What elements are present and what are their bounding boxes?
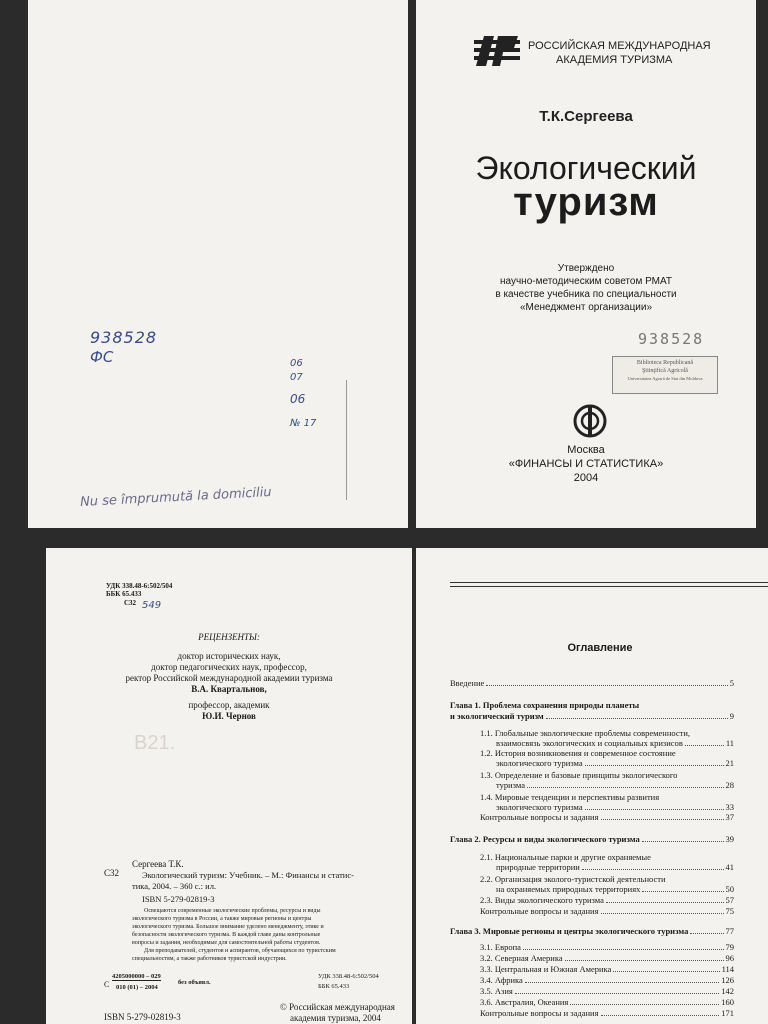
- toc-ch1-questions-label: Контрольные вопросы и задания: [480, 812, 599, 822]
- toc-2-1[interactable]: [496, 862, 734, 872]
- annotation-line1: Освещаются современные экологические проблемы, ресурсы и виды: [144, 908, 321, 914]
- academy-logo-icon: [474, 34, 520, 68]
- handwritten-code: 549: [142, 600, 162, 611]
- toc-chapter3-label: Глава 3. Мировые регионы и центры экологического туризма: [450, 926, 689, 936]
- toc-chapter2-label: Глава 2. Ресурсы и виды экологического туризма: [450, 834, 640, 844]
- margin-note-1: 06: [290, 358, 303, 369]
- toc-chapter1-page: 9: [729, 711, 734, 721]
- toc-1-1[interactable]: [496, 738, 734, 748]
- toc-2-3-page: 57: [725, 895, 734, 905]
- toc-chapter2[interactable]: [450, 834, 734, 844]
- catalog-line1: Экологический туризм: Учебник. – М.: Финансы и статис-: [142, 870, 354, 880]
- toc-3-4-label: 3.4. Африка: [480, 975, 523, 985]
- academy-name-line1: РОССИЙСКАЯ МЕЖДУНАРОДНАЯ: [528, 40, 711, 52]
- reviewers-heading: РЕЦЕНЗЕНТЫ:: [198, 632, 260, 642]
- copyright-line2: академия туризма, 2004: [290, 1013, 381, 1023]
- library-stamp-line2: Ştiinţifică Agricolă: [642, 368, 688, 374]
- catalog-isbn: ISBN 5-279-02819-3: [142, 894, 215, 904]
- library-stamp: [612, 356, 718, 394]
- toc-3-1[interactable]: [480, 942, 734, 952]
- toc-chapter1[interactable]: [450, 711, 734, 721]
- toc-page: [416, 548, 768, 1024]
- toc-1-1-line2: взаимосвязь экологических и социальных кризисов: [496, 738, 683, 748]
- toc-1-4-page: 33: [725, 802, 734, 812]
- publisher-name: «ФИНАНСЫ И СТАТИСТИКА»: [508, 458, 664, 470]
- toc-3-4-page: 126: [721, 975, 734, 985]
- toc-ch1-questions-page: 37: [725, 812, 734, 822]
- faded-stamp: В21.: [134, 732, 176, 754]
- header-rule: [450, 582, 768, 587]
- annotation-line5: вопросы и задания, необходимые для самостоятельной работы студентов.: [132, 940, 321, 946]
- approval-line3: в качестве учебника по специальности: [495, 289, 677, 300]
- annotation-line4: безопасности экологического туризма. В каждой главе даны контрольные: [132, 932, 321, 938]
- toc-chapter3-page: 77: [725, 926, 734, 936]
- toc-chapter1-line1[interactable]: Глава 1. Проблема сохранения природы планеты: [450, 700, 640, 710]
- author-code: С32: [124, 599, 137, 607]
- toc-1-3-line2: туризма: [496, 780, 525, 790]
- toc-3-5-page: 142: [721, 986, 734, 996]
- toc-3-6-page: 160: [721, 997, 734, 1007]
- publisher-city: Москва: [567, 444, 605, 456]
- toc-ch2-questions-page: 75: [725, 906, 734, 916]
- toc-ch3-questions-page: 171: [721, 1008, 734, 1018]
- library-stamp-line3: Universitatea Agrară de Stat din Moldova: [627, 376, 703, 381]
- reviewer1-line1: доктор исторических наук,: [177, 651, 281, 661]
- toc-1-2-page: 21: [725, 758, 734, 768]
- toc-3-2-page: 96: [725, 953, 734, 963]
- toc-3-5[interactable]: [480, 986, 734, 996]
- toc-3-6[interactable]: [480, 997, 734, 1007]
- toc-2-2-page: 50: [725, 884, 734, 894]
- publication-year: 2004: [573, 472, 599, 484]
- margin-note-2: 07: [290, 372, 303, 383]
- toc-3-2[interactable]: [480, 953, 734, 963]
- toc-intro-page: 5: [729, 678, 734, 688]
- book-title-line2: туризм: [513, 180, 659, 224]
- annotation-line6: Для преподавателей, студентов и аспирантов, обучающихся по туристским: [144, 948, 336, 954]
- margin-note-3: 06: [290, 392, 306, 406]
- toc-3-4[interactable]: [480, 975, 734, 985]
- index-bottom: 010 (01) – 2004: [116, 984, 158, 991]
- toc-2-2-line2: на охраняемых природных территориях: [496, 884, 641, 894]
- index-top: 4205000000 – 029: [112, 973, 161, 980]
- toc-3-6-label: 3.6. Австралия, Океания: [480, 997, 569, 1007]
- toc-3-3-page: 114: [721, 964, 734, 974]
- catalog-code: С32: [104, 868, 120, 878]
- toc-ch1-questions[interactable]: [480, 812, 734, 822]
- isbn-bottom: ISBN 5-279-02819-3: [104, 1012, 181, 1022]
- toc-1-2[interactable]: [496, 758, 734, 768]
- academy-logo: [474, 34, 520, 68]
- toc-2-2[interactable]: [496, 884, 734, 894]
- author-name: Т.К.Сергеева: [539, 108, 633, 125]
- index-prefix: С: [104, 980, 110, 989]
- toc-1-3-page: 28: [725, 780, 734, 790]
- annotation-line2: экологического туризма в России, а также мировые регионы и центры: [132, 916, 312, 922]
- publisher-logo: [573, 404, 607, 438]
- toc-1-4-line2: экологического туризма: [496, 802, 583, 812]
- toc-3-5-label: 3.5. Азия: [480, 986, 513, 996]
- toc-1-1-page: 11: [725, 738, 734, 748]
- udc-bottom: УДК 338.48-6:502/504: [318, 973, 379, 980]
- toc-2-3[interactable]: [480, 895, 734, 905]
- toc-1-3-line1[interactable]: 1.3. Определение и базовые принципы экологического: [480, 770, 678, 780]
- toc-ch3-questions-label: Контрольные вопросы и задания: [480, 1008, 599, 1018]
- book-title-line1: Экологический: [475, 150, 697, 186]
- toc-3-1-label: 3.1. Европа: [480, 942, 521, 952]
- toc-3-2-label: 3.2. Северная Америка: [480, 953, 563, 963]
- toc-1-4[interactable]: [496, 802, 734, 812]
- toc-1-2-line1[interactable]: 1.2. История возникновения и современное состояние: [480, 748, 676, 758]
- approval-line2: научно-методическим советом РМАТ: [500, 276, 672, 287]
- reviewer2-name: Ю.И. Чернов: [202, 711, 256, 721]
- toc-3-3[interactable]: [480, 964, 734, 974]
- toc-intro-label: Введение: [450, 678, 485, 688]
- margin-note-4: № 17: [290, 418, 317, 429]
- catalog-line2: тика, 2004. – 360 с.: ил.: [132, 881, 217, 891]
- flyleaf-page: [28, 0, 408, 528]
- toc-2-1-line1[interactable]: 2.1. Национальные парки и другие охраняемые: [480, 852, 651, 862]
- reviewer1-line2: доктор педагогических наук, профессор,: [151, 662, 307, 672]
- catalog-author: Сергеева Т.К.: [132, 859, 184, 869]
- index-note: без объявл.: [178, 979, 211, 986]
- toc-ch2-questions-label: Контрольные вопросы и задания: [480, 906, 599, 916]
- toc-2-1-line2: природные территории: [496, 862, 580, 872]
- initials: ФС: [90, 348, 114, 366]
- toc-2-2-line1[interactable]: 2.2. Организация эколого-туристской деятельности: [480, 874, 666, 884]
- publisher-logo-icon: [573, 404, 607, 438]
- toc-3-3-label: 3.3. Центральная и Южная Америка: [480, 964, 612, 974]
- academy-name-line2: АКАДЕМИЯ ТУРИЗМА: [556, 54, 673, 66]
- library-stamp-line1: Biblioteca Republicană: [636, 360, 694, 366]
- toc-chapter3[interactable]: [450, 926, 734, 936]
- bbk-bottom: ББК 65.433: [318, 983, 350, 990]
- approval-line4: «Менеджмент организации»: [519, 302, 653, 313]
- toc-heading: Оглавление: [567, 642, 633, 654]
- toc-3-1-page: 79: [725, 942, 734, 952]
- reviewer2-title: профессор, академик: [188, 700, 270, 710]
- annotation-line3: экологического туризма. Большое внимание уделено менеджменту, этике и: [132, 924, 324, 930]
- toc-2-1-page: 41: [725, 862, 734, 872]
- toc-chapter2-page: 39: [725, 834, 734, 844]
- margin-vertical-line: [346, 380, 347, 500]
- toc-1-4-line1[interactable]: 1.4. Мировые тенденции и перспективы развития: [480, 792, 660, 802]
- inventory-number: 938528: [90, 328, 158, 347]
- toc-ch3-questions[interactable]: [480, 1008, 734, 1018]
- toc-1-3[interactable]: [496, 780, 734, 790]
- reviewer1-line3: ректор Российской международной академии туризма: [125, 673, 333, 683]
- copyright-line1: © Российская международная: [280, 1002, 395, 1012]
- imprint-page: [46, 548, 412, 1024]
- title-page: [416, 0, 756, 528]
- udc-code: УДК 338.48-6:502/504: [106, 582, 173, 590]
- toc-2-3-label: 2.3. Виды экологического туризма: [480, 895, 604, 905]
- inventory-stamp: 938528: [638, 330, 705, 348]
- toc-1-1-line1[interactable]: 1.1. Глобальные экологические проблемы современности,: [480, 728, 691, 738]
- annotation-line7: специальностям, а также работников туристской индустрии.: [132, 956, 287, 962]
- handwritten-note: Nu se împrumută la domiciliu: [79, 484, 272, 511]
- toc-ch2-questions[interactable]: [480, 906, 734, 916]
- toc-intro[interactable]: [450, 678, 734, 688]
- approval-line1: Утверждено: [557, 263, 615, 274]
- reviewer1-name: В.А. Квартальнов,: [191, 684, 267, 694]
- toc-chapter1-label2: и экологический туризм: [450, 711, 544, 721]
- bbk-code: ББК 65.433: [106, 590, 142, 598]
- toc-1-2-line2: экологического туризма: [496, 758, 583, 768]
